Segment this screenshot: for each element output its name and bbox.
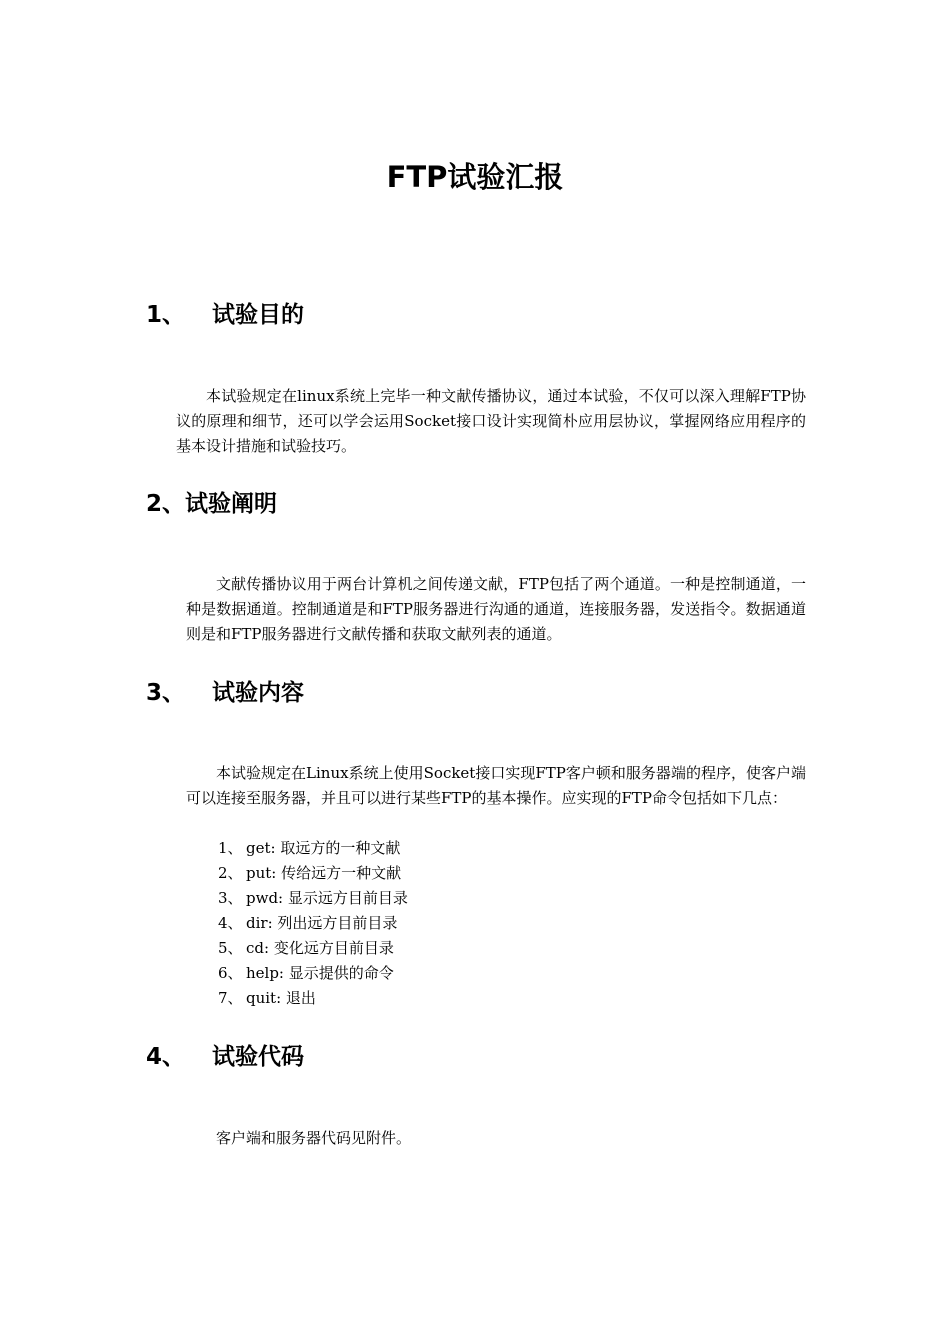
list-item-text: quit: 退出 <box>246 989 316 1007</box>
list-item <box>218 986 408 1011</box>
list-item-number: 4、 <box>218 914 243 932</box>
section-title: 试验代码 <box>212 1044 304 1070</box>
section-number: 4、 <box>146 1044 186 1070</box>
list-item-text: help: 显示提供的命令 <box>246 964 394 982</box>
list-item-number: 5、 <box>218 939 243 957</box>
section-title: 试验目的 <box>212 302 304 328</box>
list-item-number: 2、 <box>218 864 243 882</box>
section-body-1 <box>176 384 806 459</box>
section-body-4 <box>186 1126 806 1151</box>
command-list <box>218 836 408 1011</box>
paragraph: 客户端和服务器代码见附件。 <box>216 1129 412 1147</box>
section-number: 3、 <box>146 680 186 706</box>
section-title: 试验阐明 <box>185 491 278 517</box>
section-number: 2、 <box>146 491 186 517</box>
section-heading-1 <box>146 299 304 331</box>
list-item-number: 6、 <box>218 964 243 982</box>
list-item <box>218 836 408 861</box>
section-body-3 <box>186 761 806 811</box>
list-item-number: 3、 <box>218 889 243 907</box>
list-item <box>218 861 408 886</box>
section-body-2 <box>186 572 806 647</box>
section-number: 1、 <box>146 302 186 328</box>
list-item <box>218 936 408 961</box>
section-heading-2 <box>146 488 277 520</box>
document-title: FTP试验汇报 <box>386 160 564 194</box>
list-item-text: pwd: 显示远方目前目录 <box>246 889 408 907</box>
section-title: 试验内容 <box>212 680 304 706</box>
list-item-text: put: 传给远方一种文献 <box>246 864 402 882</box>
section-heading-3 <box>146 677 304 709</box>
list-item <box>218 886 408 911</box>
paragraph: 本试验规定在Linux系统上使用Socket接口实现FTP客户顿和服务器端的程序，使客户端可以连接至服务器，并且可以进行某些FTP的基本操作。应实现的FTP命令包括如下几点： <box>186 764 806 807</box>
list-item-text: get: 取远方的一种文献 <box>246 839 401 857</box>
list-item-text: dir: 列出远方目前目录 <box>246 914 398 932</box>
list-item-number: 1、 <box>218 839 243 857</box>
list-item <box>218 911 408 936</box>
section-heading-4 <box>146 1041 304 1073</box>
paragraph: 文献传播协议用于两台计算机之间传递文献，FTP包括了两个通道。一种是控制通道，一种是数据通道。控制通道是和FTP服务器进行沟通的通道，连接服务器，发送指令。数据通道则是和FTP服务器进行文献传播和获取文献列表的通道。 <box>186 575 806 643</box>
paragraph: 本试验规定在linux系统上完毕一种文献传播协议，通过本试验，不仅可以深入理解FTP协议的原理和细节，还可以学会运用Socket接口设计实现简朴应用层协议，掌握网络应用程序的基本设计措施和试验技巧。 <box>176 387 806 455</box>
list-item-number: 7、 <box>218 989 243 1007</box>
list-item <box>218 961 408 986</box>
list-item-text: cd: 变化远方目前目录 <box>246 939 394 957</box>
